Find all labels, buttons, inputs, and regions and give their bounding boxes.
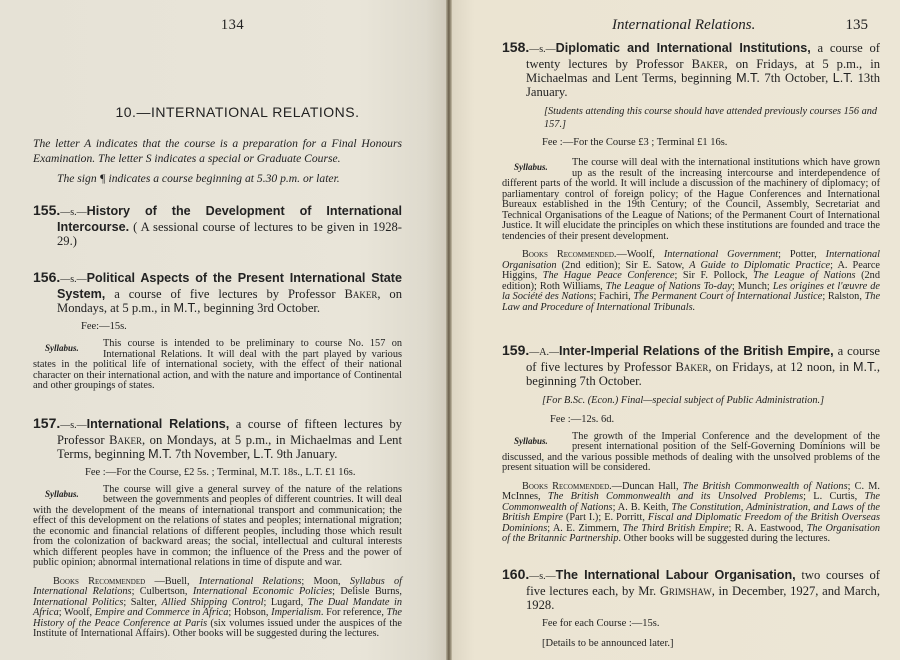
course-letter: —s.— [529,44,556,55]
term-label: M.T. [148,446,172,461]
book-author: (Part I.); E. Porritt, [562,512,648,523]
book-title: International Relations [198,575,302,587]
course-heading [502,343,880,388]
course-fee: Fee :—12s. 6d. [550,413,615,425]
course-description: a course of five lectures by Professor [526,344,880,374]
term-date: 9th January. [273,446,338,461]
course-title: International Relations, [86,416,230,431]
course-letter: —s.— [60,274,87,285]
term-date: 13th January. [526,71,880,99]
syllabus-label: Syllabus. [45,343,79,353]
book-author: ; A. E. Zimmern, [547,522,623,534]
book-author: . For reference, [320,607,387,618]
course-syllabus [33,485,402,569]
course-letter: —A.— [529,347,559,358]
book-author: ; Delisle Burns, [332,586,402,597]
book-author: ; Lugard, [263,596,308,608]
book-title: Empire and Commerce in Africa [94,607,229,618]
course-description: a course of twenty lectures by Professor [526,41,880,71]
books-label: Books Recommended. [522,249,617,260]
course-heading [33,270,402,315]
book-title: Les origines et l'œuvre de la Société des Nations [502,280,880,302]
course-syllabus [33,339,402,392]
syllabus-label: Syllabus. [45,488,79,499]
course-description: a course of five lectures by Professor [105,287,345,301]
course-description: , on Fridays, at 5 p.m., in Michaelmas and Lent Terms, beginning [526,57,880,85]
book-title: The Commonwealth of Nations [502,491,880,513]
intro-sign: The sign ¶ indicates a course beginning at 5.30 p.m. or later. [57,172,340,185]
book-title: The Permanent Court of International Justice [633,291,823,302]
course-158 [502,40,880,313]
book-author: ; Culbertson, [131,586,193,597]
left-page [0,0,448,660]
book-title: The Hague Peace Conference [542,270,675,281]
course-number: 155. [33,202,61,218]
book-author: ; R. A. Eastwood, [728,522,807,534]
books-list [502,249,880,313]
course-heading [33,416,402,461]
book-author: ; Munch; [731,280,773,292]
book-author: ; Hobson, [228,607,272,618]
book-title: International Government [663,249,779,260]
course-number: 156. [33,269,61,285]
book-author: —Buell, [145,575,199,587]
course-title: Diplomatic and International Institutions, [555,41,811,55]
course-heading [33,203,402,248]
term-label: M.T. [736,71,760,85]
right-page [452,0,900,660]
term-label: M.T. [173,301,198,315]
running-head [502,17,880,34]
term-label: M.T. [853,360,877,374]
course-letter: —s.— [60,207,87,218]
book-title: Fiscal and Diplomatic Freedom of the British Overseas Dominions [502,512,880,534]
book-author: (six volumes issued under the auspices of the Institute of International Affairs). Other books will be suggested during the lectures. [33,617,402,639]
book-title: A Guide to Diplomatic Practice [689,259,831,271]
book-title: The Dual Mandate in Africa [33,596,402,618]
term-label: L.T. [832,71,854,85]
book-title: International Politics [33,596,124,608]
course-title: History of the Development of International Intercourse. [57,204,402,234]
books-list [33,576,402,640]
course-number: 160. [502,565,530,582]
course-fee: Fee for each Course :—15s. [542,617,660,629]
book-title: The Constitution, Administration, and Laws of the British Empire [502,501,880,523]
books-recommended [502,482,880,545]
book-author: ; C. M. McInnes, [502,480,880,502]
book-author: ; Fachiri, [593,291,634,302]
course-description: , on Mondays, at 5 p.m., in Michaelmas and Lent Terms, beginning [57,432,402,461]
running-head-title: International Relations. [612,17,756,33]
course-description: two courses of five lectures each, by Mr. [526,567,880,598]
book-title: Imperialism [271,607,321,618]
book-author: (2nd edition); Sir E. Satow, [556,259,690,271]
page-number: 135 [845,17,868,33]
term-label: L.T. [253,446,274,461]
course-note: [Students attending this course should have attended previously courses 156 and 157.] [544,106,878,130]
course-description: , on Mondays, at 5 p.m., in [57,287,402,315]
course-number: 157. [33,414,61,431]
syllabus-label: Syllabus. [514,435,548,446]
book-author: ; A. B. Keith, [612,501,672,513]
lecturer-name: Baker [691,57,725,71]
book-author: ; L. Curtis, [803,491,865,502]
book-author: ; A. Pearce Higgins, [502,259,880,281]
book-author: —Woolf, [616,249,664,260]
book-author: ; Sir F. Pollock, [674,270,754,281]
course-title: The International Labour Organisation, [555,567,796,582]
book-author: ; Woolf, [58,607,95,618]
course-description: , in December, 1927, and March, 1928. [526,583,881,612]
books-label: Books Recommended [53,575,146,587]
term-date: 7th November, [171,446,254,461]
course-description: , on Fridays, at 12 noon, in [708,360,854,374]
course-note: [For B.Sc. (Econ.) Final—special subject of Public Administration.] [542,395,825,406]
lecturer-name: Baker [109,432,142,447]
book-title: International Organisation [502,249,880,271]
course-number: 158. [502,39,530,55]
syllabus-text: The growth of the Imperial Conference and the development of the present international position of the Self-Governing Dominions will be discussed, and the various possible methods of dealing with the unsolved problems of the present situation will be considered. [502,430,880,473]
course-title: Inter-Imperial Relations of the British Empire, [558,344,834,358]
book-author: ; Ralston, [822,291,865,302]
books-label: Books Recommended. [522,480,612,492]
book-author: ; Moon, [301,575,350,587]
course-description: a course of fifteen lectures by Professor [57,416,402,447]
course-description: , beginning 7th October. [526,360,880,388]
book-title: The League of Nations [753,270,856,281]
course-title: Political Aspects of the Present International State System, [57,271,402,301]
course-heading [502,567,880,612]
course-155 [33,203,402,248]
course-fee: Fee:—15s. [81,321,127,332]
book-title: The Law and Procedure of International Tribunals. [502,291,881,313]
book-title: The British Commonwealth and its Unsolved Problems [547,491,804,502]
book-title: The Organisation of the Britannic Partnership [502,522,880,544]
lecturer-name: Baker [675,360,709,374]
syllabus-text: The course will deal with the international institutions which have grown up as the result of the increasing intercourse and interdependence of different parts of the world. It will include a discussion of the machinery of diplomacy; of parliamentary control of foreign policy; of the Hague Conferences and International Bureaux established in the 19th Century; of the Council, Assembly, Secretariat and Technical Organisations of the League of Nations; of the Permanent Court of International Justice. It will elucidate the principles on which these institutions are founded and trace the tendencies of their present development. [502,157,880,242]
book-title: The Third British Empire [622,522,729,534]
course-description: , beginning 3rd October. [197,301,321,315]
book-title: The British Commonwealth of Nations [682,480,848,492]
book-author: . Other books will be suggested during the lectures. [618,533,831,544]
book-author: ; Potter, [778,249,826,260]
syllabus-text: This course is intended to be preliminary to course No. 157 on International Relations. It will deal with the part played by various states in the political life of international society, with the effect of their national character on their international action, and with the nature and importance of Continental and other groupings of states. [33,338,402,391]
course-heading [502,40,880,99]
book-title: International Economic Policies [192,586,333,597]
course-letter: —s.— [60,419,87,431]
course-fee: Fee :—For the Course, £2 5s. ; Terminal, M.T. 18s., L.T. £1 16s. [85,466,356,478]
course-157 [33,416,402,640]
term-date: 7th October, [759,71,833,85]
books-recommended [33,577,402,640]
syllabus-text: The course will give a general survey of the nature of the relations between the governments and peoples of different countries. It will deal with the development of the means of international transport and communication; the effect of this development on the relations of states and peoples; international migration; the economic and financial relations of different peoples, including those which result from the colonization of backward areas; the social, intellectual and cultural interests which different peoples have in common; the influence of the Press and the power of public opinion; abnormal international relations in time of dispute and war. [33,483,402,568]
course-letter: —s.— [529,570,556,582]
books-recommended [502,250,880,313]
course-syllabus [502,432,880,474]
syllabus-label: Syllabus. [514,162,548,172]
book-author: ; Salter, [123,596,162,608]
book-title: Syllabus of International Relations [33,575,402,597]
book-title: Allied Shipping Control [161,596,264,608]
book-title: The History of the Peace Conference at Paris [33,607,402,629]
books-list [502,481,880,545]
course-159 [502,343,880,545]
course-syllabus [502,158,880,242]
course-fee: Fee :—For the Course £3 ; Terminal £1 16s. [542,137,728,148]
lecturer-name: Baker [344,287,378,301]
course-160 [502,567,880,649]
course-note: [Details to be announced later.] [542,637,674,649]
course-number: 159. [502,342,530,358]
lecturer-name: Grimshaw [659,583,712,598]
course-description: ( A sessional course of lectures to be given in 1928-29.) [57,220,402,248]
page-number: 134 [220,17,245,33]
book-author: (2nd edition); Roth Williams, [502,270,880,292]
course-156 [33,270,402,392]
book-author: —Duncan Hall, [611,480,683,492]
section-title: 10.—INTERNATIONAL RELATIONS. [115,104,360,120]
book-title: The League of Nations To-day [605,280,732,292]
intro-letters: The letter A indicates that the course is a preparation for a Final Honours Examination. The letter S indicates a special or Graduate Course. [33,137,402,165]
